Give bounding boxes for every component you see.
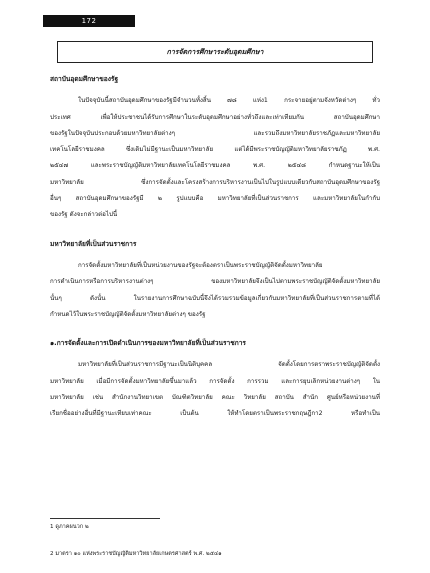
text-line: อื่นๆ สถาบันอุดมศึกษาของรัฐมี ๒ รูปแบบคือ มหาวิทยาลัยที่เป็นส่วนราชการ และมหาวิทยาลัยในกำกับ xyxy=(50,195,380,203)
section-heading: สถาบันอุดมศึกษาของรัฐ xyxy=(50,75,119,83)
paragraph xyxy=(50,357,380,422)
text-line: เทคโนโลยีราชมงคล ซึ่งเดิมไม่มีฐานะเป็นมหาวิทยาลัย แต่ได้มีพระราชบัญญัติมหาวิทยาลัยราชภัฏ พ.ศ. xyxy=(50,146,380,154)
footnote-1: 1 ดูภาคผนวก ๒ xyxy=(50,524,89,530)
section-government-universities xyxy=(50,236,380,323)
footnote-divider xyxy=(50,518,160,519)
text-line: ในปัจจุบันนี้สถาบันอุดมศึกษาของรัฐมีจำนวนทั้งสิ้น ๗๘ แห่ง1 กระจายอยู่ตามจังหวัดต่างๆ ทั่ว xyxy=(78,97,380,105)
text-line: มหาวิทยาลัยที่เป็นส่วนราชการมีฐานะเป็นนิติบุคคล จัดตั้งโดยการตราพระราชบัญญัติจัดตั้ง xyxy=(78,361,380,369)
text-line: กำหนดไว้ในพระราชบัญญัติจัดตั้งมหาวิทยาลัยต่างๆ ของรัฐ xyxy=(50,310,206,318)
section-heading: ๑.การจัดตั้งและการเปิดดำเนินการของมหาวิทยาลัยที่เป็นส่วนราชการ xyxy=(50,339,246,348)
page-number: 172 xyxy=(43,15,135,27)
chapter-title-box xyxy=(57,41,373,63)
text-line: การจัดตั้งมหาวิทยาลัยที่เป็นหน่วยงานของรัฐจะต้องตราเป็นพระราชบัญญัติจัดตั้งมหาวิทยาลัย xyxy=(78,261,323,269)
section-public-institutions xyxy=(50,71,380,224)
footnote-2: 2 มาตรา ๑๐ แห่งพระราชบัญญัติมหาวิทยาลัยเกษตรศาสตร์ พ.ศ. ๒๕๔๑ xyxy=(50,551,222,557)
text-line: ของรัฐ ดังจะกล่าวต่อไปนี้ xyxy=(50,211,118,219)
paragraph xyxy=(50,93,380,223)
text-line: ประเทศ เพื่อให้ประชาชนได้รับการศึกษาในระดับอุดมศึกษาอย่างทั่วถึงและเท่าเทียมกัน สถาบันอุดมศึกษา xyxy=(50,113,380,121)
text-line: มหาวิทยาลัย ซึ่งการจัดตั้งและโครงสร้างการบริหารงานเป็นไปในรูปแบบเดียวกับสถาบันอุดมศึกษาของรัฐ xyxy=(50,178,380,186)
text-line: มหาวิทยาลัย เช่น สำนักงานวิทยาเขต บัณฑิตวิทยาลัย คณะ วิทยาลัย สถาบัน สำนัก ศูนย์หรือหน่วยงานที่ xyxy=(50,394,380,402)
chapter-title: การจัดการศึกษาระดับอุดมศึกษา xyxy=(166,47,264,56)
document-body xyxy=(50,71,380,423)
section-establishment xyxy=(50,335,380,422)
paragraph xyxy=(50,258,380,323)
text-line: นั้นๆ ดังนั้น ในรายงานการศึกษาฉบับนี้จึงได้รวมรวมข้อมูลเกี่ยวกับมหาวิทยาลัยที่เป็นส่วนราชการตามที่ได้ xyxy=(50,294,380,302)
text-line: การดำเนินการหรือการบริหารงานต่างๆ ของมหาวิทยาลัยจึงเป็นไปตามพระราชบัญญัติจัดตั้งมหาวิทยาลัย xyxy=(50,278,380,286)
text-line: ของรัฐในปัจจุบันประกอบด้วยมหาวิทยาลัยต่างๆ และรวมถึงมหาวิทยาลัยราชภัฏและมหาวิทยาลัย xyxy=(50,129,380,137)
section-heading: มหาวิทยาลัยที่เป็นส่วนราชการ xyxy=(50,239,137,248)
text-line: ๒๕๔๗ และพระราชบัญญัติมหาวิทยาลัยเทคโนโลยีราชมงคล พ.ศ. ๒๕๔๘ กำหนดฐานะให้เป็น xyxy=(50,162,380,170)
text-line: เรียกชื่ออย่างอื่นที่มีฐานะเทียบเท่าคณะ เป็นต้น ให้ทำโดยตราเป็นพระราชกฤษฎีกา2 หรือทำเป็น xyxy=(50,410,380,418)
text-line: มหาวิทยาลัย เมื่อมีการจัดตั้งมหาวิทยาลัยขึ้นมาแล้ว การจัดตั้ง การรวม และการยุบเลิกหน่วยงานต่างๆ ใน xyxy=(50,377,380,385)
